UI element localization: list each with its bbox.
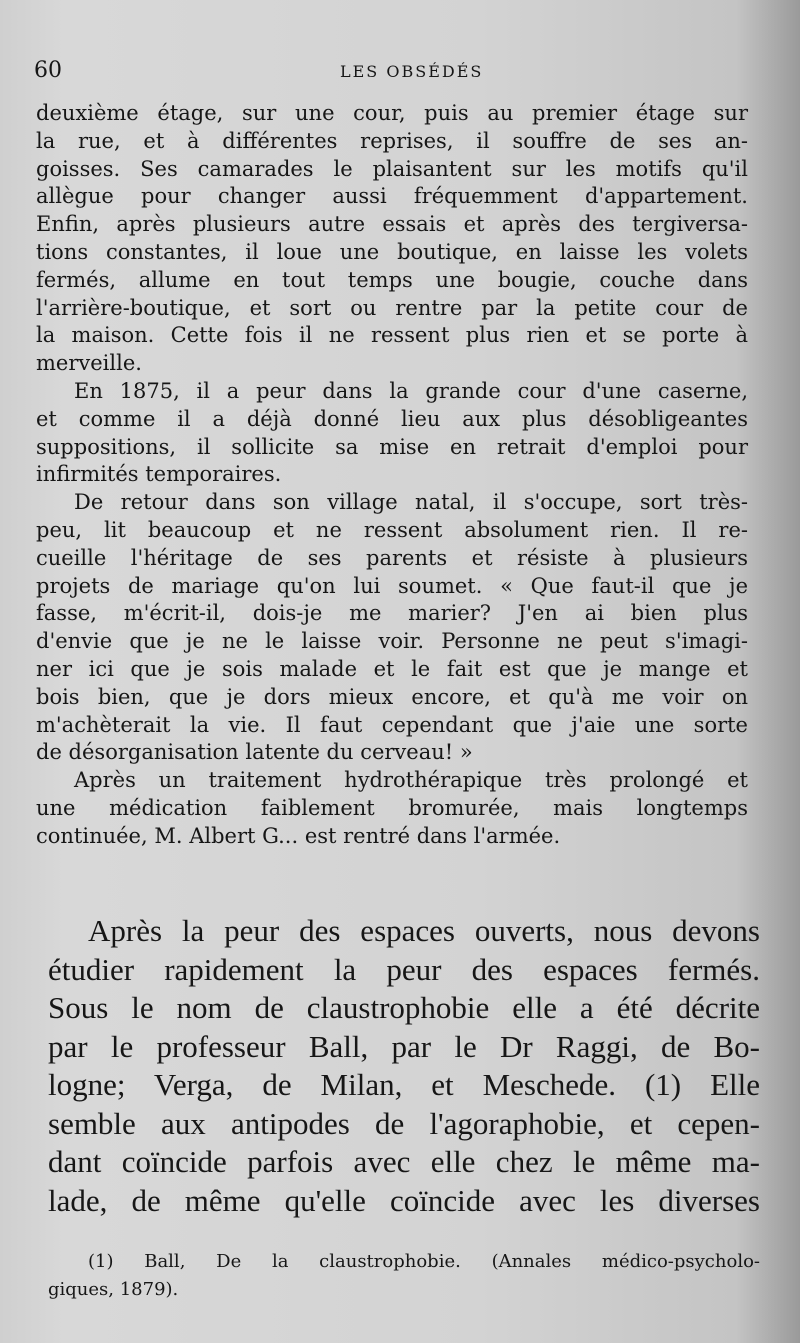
text-line: tions constantes, il loue une boutique, en laisse les volets [36, 239, 748, 264]
text-line: fasse, m'écrit-il, dois-je me marier? J'en ai bien plus [36, 601, 748, 626]
text-line-large: Sous le nom de claustrophobie elle a été décrite [48, 990, 760, 1025]
text-line-large: étudier rapidement la peur des espaces fermés. [48, 951, 760, 987]
text-line: fermés, allume en tout temps une bougie, couche dans [36, 267, 748, 292]
page-header [34, 58, 734, 88]
text-line: infirmités temporaires. [36, 462, 282, 487]
text-line: ner ici que je sois malade et le fait est que je mange et [36, 656, 748, 681]
text-line: continuée, M. Albert G... est rentré dans l'armée. [36, 823, 561, 848]
footnote-line: (1) Ball, De la claustrophobie. (Annales médico-psycholo- [88, 1251, 760, 1272]
text-line: cueille l'héritage de ses parents et résiste à plusieurs [36, 545, 748, 570]
text-line: Après un traitement hydrothérapique très prolongé et [74, 768, 748, 793]
page-number: 60 [34, 58, 62, 83]
running-title: LES OBSÉDÉS [340, 62, 484, 81]
text-line-large: semble aux antipodes de l'agoraphobie, et cepen- [48, 1105, 760, 1141]
text-line: De retour dans son village natal, il s'occupe, sort très- [74, 490, 748, 515]
text-line: suppositions, il sollicite sa mise en retrait d'emploi pour [36, 434, 748, 459]
text-line: bois bien, que je dors mieux encore, et qu'à me voir on [36, 684, 748, 709]
text-line-large: logne; Verga, de Milan, et Meschede. (1) Elle [48, 1067, 760, 1102]
text-line-large: lade, de même qu'elle coïncide avec les diverses [48, 1182, 760, 1218]
text-line: peu, lit beaucoup et ne ressent absolument rien. Il re- [36, 517, 748, 542]
text-line: allègue pour changer aussi fréquemment d'appartement. [36, 184, 748, 209]
footnote [48, 1248, 760, 1304]
text-line: m'achèterait la vie. Il faut cependant que j'aie une sorte [36, 712, 748, 737]
text-line: et comme il a déjà donné lieu aux plus désobligeantes [36, 406, 748, 431]
text-line: projets de mariage qu'on lui soumet. « Que faut-il que je [36, 573, 748, 598]
claustrophobia-section [48, 912, 760, 1220]
text-line-large: Après la peur des espaces ouverts, nous devons [88, 913, 760, 948]
text-line: goisses. Ses camarades le plaisantent sur les motifs qu'il [36, 156, 748, 181]
text-line: merveille. [36, 351, 142, 376]
text-line: En 1875, il a peur dans la grande cour d'une caserne, [74, 378, 748, 403]
text-line-large: dant coïncide parfois avec elle chez le même ma- [48, 1144, 760, 1179]
text-line: la rue, et à différentes reprises, il souffre de ses an- [36, 128, 748, 153]
text-line-large: par le professeur Ball, par le Dr Raggi, de Bo- [48, 1028, 760, 1064]
footnote-line: giques, 1879). [48, 1279, 179, 1300]
text-line: la maison. Cette fois il ne ressent plus rien et se porte à [36, 323, 748, 348]
text-line: d'envie que je ne le laisse voir. Personne ne peut s'imagi- [36, 629, 748, 654]
text-line: une médication faiblement bromurée, mais longtemps [36, 795, 748, 820]
text-line: de désorganisation latente du cerveau! » [36, 740, 473, 765]
text-line: l'arrière-boutique, et sort ou rentre par la petite cour de [36, 295, 748, 320]
text-line: deuxième étage, sur une cour, puis au premier étage sur [36, 101, 748, 125]
case-narrative [36, 100, 748, 851]
text-line: Enfin, après plusieurs autre essais et après des tergiversa- [36, 212, 748, 237]
